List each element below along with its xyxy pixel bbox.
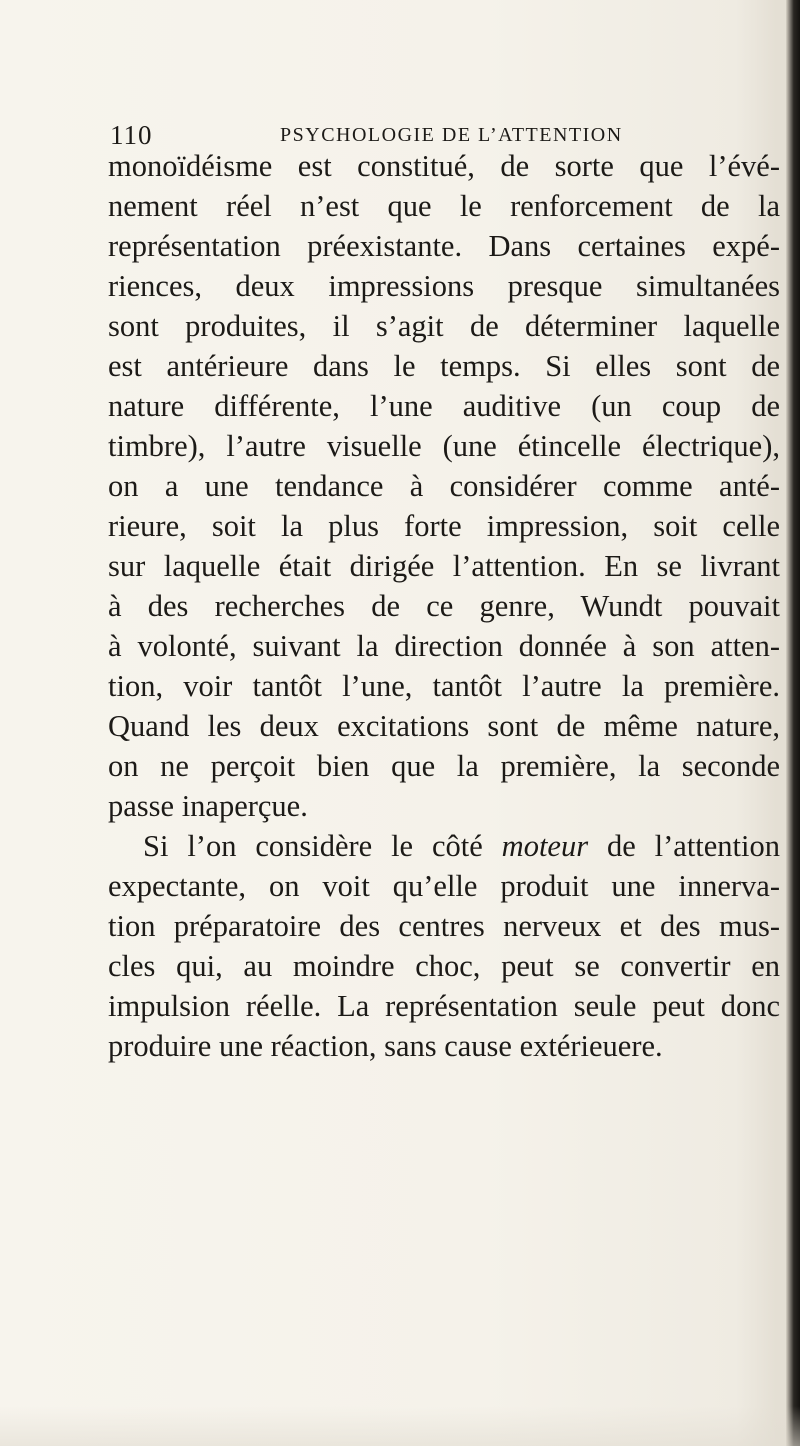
page-edge-shadow: [786, 0, 800, 1446]
text-line: tion préparatoire des centres nerveux et des mus-: [108, 909, 780, 943]
italic-word: moteur: [501, 829, 589, 863]
text-line: à volonté, suivant la direction donnée à son atten-: [108, 629, 780, 663]
text-line: riences, deux impressions presque simultanées: [108, 269, 780, 303]
text-line: passe inaperçue.: [108, 789, 308, 823]
text-line: expectante, on voit qu’elle produit une innerva-: [108, 869, 780, 903]
text-line: Quand les deux excitations sont de même nature,: [108, 709, 780, 743]
text-line: impulsion réelle. La représentation seule peut donc: [108, 989, 780, 1023]
text-line: représentation préexistante. Dans certaines expé-: [108, 229, 780, 263]
text-line: monoïdéisme est constitué, de sorte que l’évé-: [108, 149, 780, 183]
paragraph-2-first-line: [108, 826, 780, 866]
text-line: cles qui, au moindre choc, peut se convertir en: [108, 949, 780, 983]
text-line: nement réel n’est que le renforcement de la: [108, 189, 780, 223]
text-line: on a une tendance à considérer comme anté-: [108, 469, 780, 503]
body-text: [108, 146, 780, 1066]
page-number: 110: [110, 120, 153, 150]
text-line: rieure, soit la plus forte impression, soit celle: [108, 509, 780, 543]
text-line: sont produites, il s’agit de déterminer laquelle: [108, 309, 780, 343]
text-fragment: Si l’on considère le côté: [143, 829, 502, 863]
text-line: on ne perçoit bien que la première, la seconde: [108, 749, 780, 783]
text-line: est antérieure dans le temps. Si elles sont de: [108, 349, 780, 383]
text-fragment: de l’attention: [588, 829, 780, 863]
text-line: nature différente, l’une auditive (un coup de: [108, 389, 780, 423]
running-head: PSYCHOLOGIE DE L’ATTENTION: [280, 124, 623, 146]
text-line: tion, voir tantôt l’une, tantôt l’autre la première.: [108, 669, 780, 703]
text-line: sur laquelle était dirigée l’attention. En se livrant: [108, 549, 780, 583]
page-bottom-shade: [0, 1406, 800, 1446]
text-line: produire une réaction, sans cause extérieuere.: [108, 1029, 663, 1063]
text-line: à des recherches de ce genre, Wundt pouvait: [108, 589, 780, 623]
text-line: timbre), l’autre visuelle (une étincelle électrique),: [108, 429, 780, 463]
